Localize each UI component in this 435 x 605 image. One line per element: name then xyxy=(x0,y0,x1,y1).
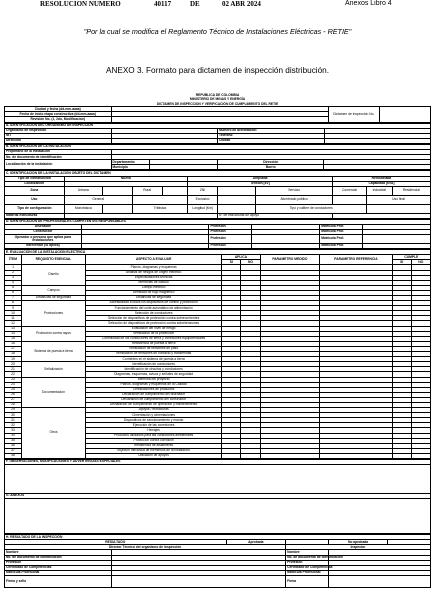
profession-label: Profesión xyxy=(209,244,252,249)
dictamen-value[interactable] xyxy=(379,107,430,122)
item-number: 4 xyxy=(5,280,22,285)
item-number: 12 xyxy=(5,321,22,326)
requirement-name: Distancias de seguridad xyxy=(22,296,86,301)
aspect-name: Diagramas, esquemas, avisos y señales de seguridad xyxy=(85,372,221,377)
requirement-name: Sistema de puesta a tierra xyxy=(22,341,86,361)
item-number: 24 xyxy=(5,382,22,387)
aspect-name: Análisis de riesgos de origen eléctrico xyxy=(85,270,221,275)
signatory-field-label: Certificado de Competencias xyxy=(287,565,333,570)
org-line-1: REPUBLICA DE COLOMBIA xyxy=(195,93,240,98)
aspect-name: Apoyos / estructuras xyxy=(85,408,221,413)
aspect-name: Verificación de tensiones de paso xyxy=(85,346,221,351)
item-number: 6 xyxy=(5,290,22,295)
aspect-name: Productos utilizados para las condiciones ambientales xyxy=(85,433,221,438)
complies-no-header: NO xyxy=(411,260,430,265)
triphasic-label[interactable]: Trifásica xyxy=(132,204,187,213)
professional-role: Diseñador xyxy=(5,224,82,229)
municipality-label: Municipio xyxy=(111,165,149,170)
license-value[interactable] xyxy=(362,235,430,244)
item-number: 14 xyxy=(5,331,22,336)
zone-label: Zona xyxy=(5,186,65,195)
license-label: Matrícula Prof. xyxy=(320,229,363,234)
aspect-name: Funcionamiento del corte automático de alimentación xyxy=(85,306,221,311)
municipality-value[interactable] xyxy=(149,165,217,170)
item-number: 7 xyxy=(5,296,22,301)
barrio-label: Barrio xyxy=(217,165,324,170)
aspect-name: Memoria del proyecto xyxy=(85,377,221,382)
document-subtitle: "Por la cual se modifica el Reglamento Técnico de Instalaciones Eléctricas - RETIE" xyxy=(83,27,352,36)
signatory-field-label: Profesión xyxy=(286,560,329,565)
aspect-name: Planos, diagramas y esquemas de la Calidad xyxy=(85,382,221,387)
service-label: Servicio xyxy=(256,186,333,195)
license-value[interactable] xyxy=(362,244,430,249)
requirement-header: REQUISITO ESENCIAL xyxy=(22,255,86,265)
rural-label[interactable]: Rural xyxy=(132,186,162,195)
aspect-name: Densidad de flujo magnético xyxy=(85,290,221,295)
conductor-type-label: Tipo y calibre de conductores xyxy=(256,204,367,213)
inspector-signature-label: Firma xyxy=(286,575,329,587)
aspect-name: Ubicación de apoyos xyxy=(85,453,221,458)
address-label: Dirección xyxy=(217,160,324,165)
section-h-title: H. RESULTADO DE LA INSPECCIÓN xyxy=(5,535,431,540)
section-a-label: Número de acreditación xyxy=(218,128,325,133)
aspect-name: Identificación de conductores xyxy=(85,362,221,367)
item-number: 27 xyxy=(5,397,22,402)
professional-role: Interventor (Si aplica) xyxy=(5,244,82,249)
license-label: Matrícula Prof. xyxy=(320,224,363,229)
aspect-name: Verificación de tensiones de contacto y transferidas xyxy=(85,352,221,357)
not-approved-label[interactable]: No aprobada xyxy=(328,540,388,545)
aspect-name: Selección de dispositivos de protección contra sobrecorrientes xyxy=(85,316,221,321)
aspect-name: Selección de dispositivos de protección contra sobretensiones xyxy=(85,321,221,326)
measured-header: PARAMETRO MEDIDO xyxy=(260,255,320,265)
section-d-table xyxy=(4,219,431,249)
section-a-title: A. IDENTIFICACION DEL ORGANISMO DE INSPECCION xyxy=(5,123,431,128)
use-label: Uso xyxy=(5,195,65,204)
item-number: 23 xyxy=(5,377,22,382)
director-signature-label: Firma y sello xyxy=(5,575,112,587)
item-number: 32 xyxy=(5,423,22,428)
professional-name[interactable] xyxy=(81,235,209,244)
aspect-name: Declaración de cumplimiento del diseñador xyxy=(85,392,221,397)
top-row-1: Fecha de inicio etapa constructiva (dd-mm-aaaa) xyxy=(5,112,112,117)
aspect-name: Accesibilidad a todos los dispositivos de control y protección xyxy=(85,301,221,306)
aspect-name: Declaración de cumplimiento del constructor xyxy=(85,397,221,402)
location-label: Localización de la instalación xyxy=(5,160,112,170)
zni-label[interactable]: ZNI xyxy=(188,186,218,195)
inspector-signature-box[interactable] xyxy=(328,575,430,587)
exclusive-use-label[interactable]: Exclusivo xyxy=(188,195,218,204)
profession-label: Profesión xyxy=(209,235,252,244)
owner-id-label: No. de documento de identificación xyxy=(5,155,112,160)
item-number: 17 xyxy=(5,346,22,351)
item-number: 34 xyxy=(5,433,22,438)
annex-title: ANEXO 3. Formato para dictamen de inspección distribución. xyxy=(106,66,329,75)
director-signature-box[interactable] xyxy=(111,575,286,587)
aspect-name: Verificación de la protección xyxy=(85,331,221,336)
monophasic-label[interactable]: Monofásica xyxy=(64,204,102,213)
section-d-title: D. IDENTIFICACIÓN DE PROFESIONALES COMPETENTES RESPONSABLES xyxy=(5,219,431,224)
aspect-name: Resistencia de puesta a tierra xyxy=(85,341,221,346)
director-label: Director Técnico del organismo de inspección xyxy=(5,545,286,550)
voltage-label: Tensión [kV] xyxy=(188,181,333,186)
profession-value[interactable] xyxy=(252,235,320,244)
item-number: 5 xyxy=(5,285,22,290)
observations-area[interactable] xyxy=(5,465,431,494)
item-number: 11 xyxy=(5,316,22,321)
professional-name[interactable] xyxy=(81,244,209,249)
requirement-name: Documentación xyxy=(22,377,86,408)
applies-yes-header: SÍ xyxy=(222,260,241,265)
annex-book: Anexos Libro 4 xyxy=(345,0,392,7)
complies-no-box[interactable] xyxy=(411,453,430,458)
signatory-field-label: Nombre xyxy=(286,550,329,555)
final-use-label[interactable]: Uso final xyxy=(367,195,431,204)
item-number: 22 xyxy=(5,372,22,377)
item-number: 31 xyxy=(5,418,22,423)
complies-header: CUMPLE xyxy=(392,255,430,260)
item-number: 36 xyxy=(5,443,22,448)
section-b-title: B. IDENTIFICACION DE LA INSTALACION xyxy=(5,144,431,149)
length-label: Longitud [Km] xyxy=(188,204,218,213)
config-label: Tipo de configuración xyxy=(5,204,65,213)
license-label: Matrícula Prof. xyxy=(320,235,363,244)
aspect-name: Especificaciones técnicas xyxy=(85,275,221,280)
aspect-name: Memorias de cálculo xyxy=(85,280,221,285)
annexes-area[interactable] xyxy=(5,499,431,534)
general-use-label[interactable]: General xyxy=(64,195,132,204)
applies-no-box[interactable] xyxy=(241,453,260,458)
section-a-label: Teléfono xyxy=(218,133,325,138)
item-number: 25 xyxy=(5,387,22,392)
profession-value[interactable] xyxy=(252,244,320,249)
aspect-name: Continuidad de los conductores de tierra y conexiones equipotenciales xyxy=(85,336,221,341)
section-e-title: E. EVALUACION DE LA INSTALACION ELECTRICA xyxy=(5,250,431,255)
profession-label: Profesión xyxy=(209,224,252,229)
commercial-label[interactable]: Comercial xyxy=(332,186,366,195)
item-number: 21 xyxy=(5,367,22,372)
industrial-label[interactable]: Industrial xyxy=(367,186,393,195)
signatory-field-label: No. de documento de identificación xyxy=(5,555,112,560)
materials-label: Material estructuras xyxy=(5,213,65,218)
item-number: 35 xyxy=(5,438,22,443)
top-row-0: Ciudad y fecha (dd-mm-aaaa) xyxy=(5,107,112,112)
section-a-label: Dirección xyxy=(5,138,112,143)
aspect-name: Cimentación y cimentaciones xyxy=(85,413,221,418)
page-header xyxy=(0,0,435,14)
requirement-name: Otros xyxy=(22,408,86,459)
item-number: 15 xyxy=(5,336,22,341)
result-label: RESULTADO xyxy=(5,540,227,545)
requirement-name: Campos xyxy=(22,285,86,295)
item-number: 9 xyxy=(5,306,22,311)
localization-label: Localización xyxy=(5,181,65,186)
resolution-label: RESOLUCION NUMERO xyxy=(40,0,121,8)
construction-type-label: Tipo de construcción xyxy=(5,176,65,181)
item-number: 33 xyxy=(5,428,22,433)
top-row-2: Revisión No. (1, 2do, Modificación) xyxy=(5,117,112,122)
applies-header: APLICA xyxy=(222,255,260,260)
aspect-name: Resistencia de aislamiento xyxy=(85,443,221,448)
dictamen-text: Dictamen de inspección No. xyxy=(333,111,375,116)
org-line-2: MINISTERIO DE MINAS Y ENERGÍA xyxy=(189,97,246,102)
support-count-label: N° de estructuras de apoyo xyxy=(217,213,332,218)
item-number: 1 xyxy=(5,265,22,270)
section-g-title: G. ANEXOS xyxy=(5,494,431,499)
section-c-table xyxy=(4,170,431,218)
item-number: 38 xyxy=(5,453,22,458)
item-number: 28 xyxy=(5,402,22,407)
aspect-name: Ejecución de las conexiones xyxy=(85,423,221,428)
item-number: 26 xyxy=(5,392,22,397)
aspect-name: Corrientes en el sistema de puesta a tierra xyxy=(85,357,221,362)
residential-label[interactable]: Residencial xyxy=(392,186,430,195)
item-number: 20 xyxy=(5,362,22,367)
complies-yes-box[interactable] xyxy=(392,453,411,458)
top-rows-table xyxy=(4,106,431,122)
resolution-de: DE xyxy=(190,0,200,8)
signatory-field-label: No. de documento de identificación xyxy=(287,554,343,559)
requirement-name: Protecciones xyxy=(22,301,86,326)
section-a-label: Organismo de inspección xyxy=(5,128,112,133)
measured-value[interactable] xyxy=(260,453,320,458)
materials-value[interactable] xyxy=(64,213,217,218)
urban-label[interactable]: Urbana xyxy=(64,186,102,195)
remodeled-label[interactable]: Remodelada xyxy=(332,176,430,181)
resolution-number: 40117 xyxy=(154,0,172,8)
item-number: 37 xyxy=(5,448,22,453)
section-b-table xyxy=(4,144,431,170)
aspect-name: Certificaciones de productos xyxy=(85,387,221,392)
aspect-name: Identificación de circuitos y conductores xyxy=(85,367,221,372)
license-label: Matrícula Prof. xyxy=(320,244,363,249)
section-a-label: NIT xyxy=(5,133,112,138)
section-a-label: Ciudad xyxy=(218,138,325,143)
reference-header: PARAMETRO REFERENCIA xyxy=(320,255,392,265)
item-number: 18 xyxy=(5,352,22,357)
inspector-label: Inspector xyxy=(286,545,431,550)
support-count-value[interactable] xyxy=(332,213,430,218)
aspect-name: Herrajes xyxy=(85,428,221,433)
capacity-label: Capacidad [kVA] xyxy=(332,181,430,186)
signatory-field-label: Matrícula Profesional xyxy=(5,570,112,575)
aspect-name: Campo eléctrico xyxy=(85,285,221,290)
section-f-title: F. OBSERVACIONES, MODIFICACIONES Y ADVERTENCIAS ESPECIALES xyxy=(5,460,431,465)
aspect-name: Declaración de cumplimiento de operación y mantenimiento xyxy=(85,402,221,407)
professional-role: Constructor xyxy=(5,229,82,234)
item-number: 10 xyxy=(5,311,22,316)
item-number: 13 xyxy=(5,326,22,331)
section-a-value[interactable] xyxy=(324,138,431,143)
owner-label: Propietario de la instalación xyxy=(5,150,112,155)
aspect-name: Evaluación del nivel de riesgo xyxy=(85,326,221,331)
signatory-field-label: Nombre xyxy=(5,550,112,555)
section-e-table xyxy=(4,249,431,459)
item-header: ÍTEM xyxy=(5,255,22,265)
applies-yes-box[interactable] xyxy=(222,453,241,458)
extended-label[interactable]: Ampliada xyxy=(188,176,333,181)
item-number: 2 xyxy=(5,270,22,275)
requirement-name: Señalización xyxy=(22,362,86,377)
section-a-table xyxy=(4,123,431,144)
department-label: Departamento xyxy=(111,160,149,165)
new-label[interactable]: Nueva xyxy=(64,176,188,181)
aspect-name: Dispositivos de seccionamiento y mando xyxy=(85,418,221,423)
requirement-name: Diseño xyxy=(22,265,86,285)
barrio-value[interactable] xyxy=(324,165,431,170)
item-number: 19 xyxy=(5,357,22,362)
aspect-name: Planos, diagramas y esquemas xyxy=(85,265,221,270)
approved-label[interactable]: Aprobada xyxy=(226,540,286,545)
signatory-field-label: Certificado de Competencias xyxy=(5,565,112,570)
aspect-name: Protección contra corrosión xyxy=(85,438,221,443)
item-number: 8 xyxy=(5,301,22,306)
aspect-header: ASPECTO A EVALUAR xyxy=(85,255,221,265)
section-f-table xyxy=(4,459,431,534)
complies-yes-header: SÍ xyxy=(392,260,411,265)
resolution-date: 02 ABR 2024 xyxy=(222,0,261,8)
aspect-name: Selección de conductores xyxy=(85,311,221,316)
org-line-3: DICTAMEN DE INSPECCION Y VERIFICACIÓN DE CUMPLIMIENTO DEL RETIE xyxy=(156,101,279,106)
professional-role: Operador o persona que aplica para instalaciones xyxy=(5,235,82,244)
top-row-2-value[interactable] xyxy=(111,117,328,122)
item-number: 30 xyxy=(5,413,22,418)
section-a-value[interactable] xyxy=(111,138,218,143)
dictamen-label xyxy=(328,107,379,122)
item-number: 3 xyxy=(5,275,22,280)
applies-no-header: NO xyxy=(241,260,260,265)
reference-value[interactable] xyxy=(320,453,392,458)
signatory-field-label: Profesión xyxy=(5,560,112,565)
aspect-name: Distancias de seguridad xyxy=(85,296,221,301)
aspect-name: Sujeción mecánica de elementos de la instalación xyxy=(85,448,221,453)
item-number: 29 xyxy=(5,408,22,413)
item-number: 16 xyxy=(5,341,22,346)
public-lighting-label[interactable]: Alumbrado público xyxy=(256,195,333,204)
profession-label: Profesión xyxy=(209,229,252,234)
section-h-table xyxy=(4,534,431,588)
org-header-table xyxy=(4,94,431,106)
signatory-field-label: Matrícula Profesional xyxy=(286,570,329,575)
section-c-title: C. IDENTIFICACION DE LA INSTALACIÓN OBJETO DEL DICTAMEN xyxy=(5,171,431,176)
requirement-name: Protección contra rayos xyxy=(22,326,86,341)
inspection-form xyxy=(4,94,431,588)
